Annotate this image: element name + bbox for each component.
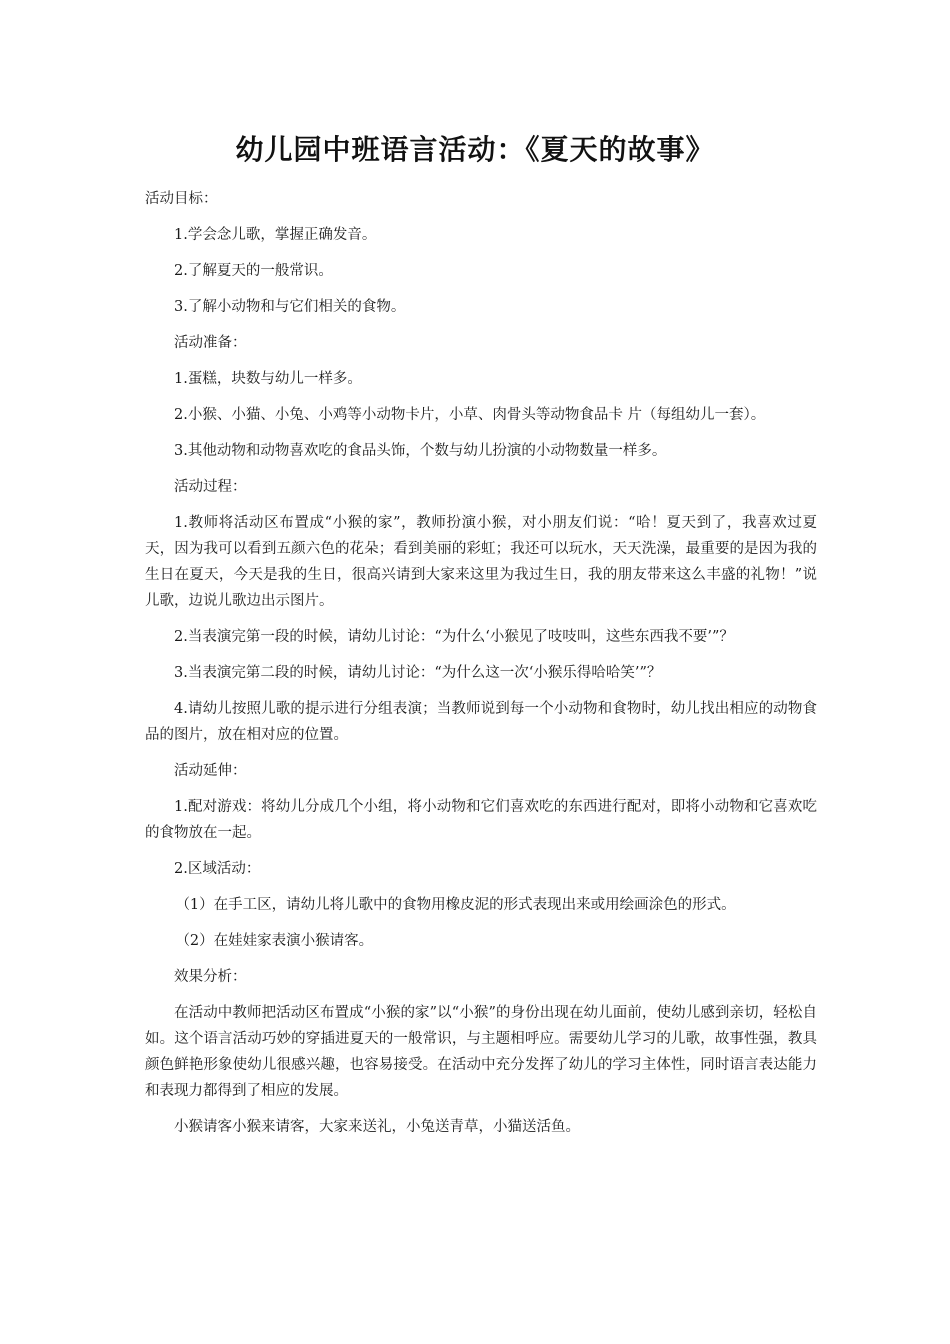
- process-item-1: 1.教师将活动区布置成“小猴的家”，教师扮演小猴，对小朋友们说：“哈！夏天到了，我喜欢过夏天，因为我可以看到五颜六色的花朵；看到美丽的彩虹；我还可以玩水，天天洗澡，最重要的是因为我的生日在夏天，今天是我的生日，很高兴请到大家来这里为我过生日，我的朋友带来这么丰盛的礼物！”说儿歌，边说儿歌边出示图片。: [145, 515, 817, 609]
- extension-subitem-2: （2）在娃娃家表演小猴请客。: [175, 933, 374, 949]
- extension-item-1: 1.配对游戏：将幼儿分成几个小组，将小动物和它们喜欢吃的东西进行配对，即将小动物和它喜欢吃的食物放在一起。: [145, 799, 817, 841]
- process-item-2: 2.当表演完第一段的时候，请幼儿讨论：“为什么‘小猴见了吱吱叫，这些东西我不要’”？: [174, 629, 734, 645]
- rhyme-paragraph: 小猴请客小猴来请客，大家来送礼，小兔送青草，小猫送活鱼。: [174, 1119, 580, 1135]
- extension-item-2: 2.区域活动：: [174, 861, 261, 877]
- section-heading-analysis: 效果分析：: [174, 969, 247, 985]
- section-heading-extension: 活动延伸：: [174, 763, 247, 779]
- process-item-3: 3.当表演完第二段的时候，请幼儿讨论：“为什么这一次‘小猴乐得哈哈笑’”？: [174, 665, 662, 681]
- preparation-item-3: 3.其他动物和动物喜欢吃的食品头饰，个数与幼儿扮演的小动物数量一样多。: [174, 443, 667, 459]
- goal-item-3: 3.了解小动物和与它们相关的食物。: [174, 299, 406, 315]
- process-item-4: 4.请幼儿按照儿歌的提示进行分组表演；当教师说到每一个小动物和食物时，幼儿找出相应的动物食品的图片，放在相对应的位置。: [145, 701, 817, 743]
- document-title: 幼儿园中班语言活动：《夏天的故事》: [235, 133, 715, 166]
- document-body: [145, 186, 817, 1150]
- analysis-paragraph: 在活动中教师把活动区布置成“小猴的家”以“小猴”的身份出现在幼儿面前，使幼儿感到亲切，轻松自如。这个语言活动巧妙的穿插进夏天的一般常识，与主题相呼应。需要幼儿学习的儿歌，故事性强，教具颜色鲜艳形象使幼儿很感兴趣，也容易接受。在活动中充分发挥了幼儿的学习主体性，同时语言表达能力和表现力都得到了相应的发展。: [145, 1005, 817, 1099]
- extension-subitem-1: （1）在手工区，请幼儿将儿歌中的食物用橡皮泥的形式表现出来或用绘画涂色的形式。: [175, 897, 736, 913]
- preparation-item-2: 2.小猴、小猫、小兔、小鸡等小动物卡片，小草、肉骨头等动物食品卡 片（每组幼儿一套）。: [174, 407, 766, 423]
- section-heading-process: 活动过程：: [174, 479, 247, 495]
- goal-item-2: 2.了解夏天的一般常识。: [174, 263, 333, 279]
- section-heading-goals: 活动目标：: [145, 191, 218, 207]
- section-heading-preparation: 活动准备：: [174, 335, 247, 351]
- preparation-item-1: 1.蛋糕，块数与幼儿一样多。: [174, 371, 362, 387]
- goal-item-1: 1.学会念儿歌，掌握正确发音。: [174, 227, 377, 243]
